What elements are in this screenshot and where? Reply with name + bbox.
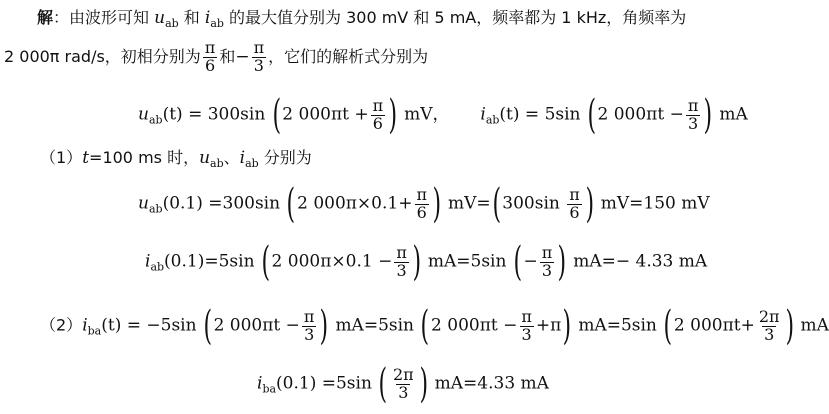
intro-text-2: 的最大值分别为 300 mV 和 5 mA，频率都为 1 kHz，角频率为 [223,8,687,27]
equation-i-ba: $(2)i_{ba}(t) = -5\sin$ (2 000πt − $\frac{\pi}{3}$ ) mA=5sin (2 000πt − $\frac{\pi}{3}$ +π) mA=5sin (2 000πt+ $\frac{2\pi}{3}$ ) mA [40,303,829,349]
equation-u-at-0.1: $u_{ab}(0.1) =300\sin$ (2 000π×0.1+ $\frac{\pi}{6}$ ) mV=(300sin $\frac{\pi}{6}$ ) mV=150 mV [138,181,710,227]
equation-i-ba-at-0.1: $i_{ba}(0.1) =5\sin$ ( $\frac{2\pi}{3}$ ) mA=4.33 mA [257,361,549,407]
intro-line-2: 2 000π rad/s，初相分别为 $\frac{\pi}{6}$ 和− $\frac{\pi}{3}$ ，它们的解析式分别为 [4,38,429,75]
equation-analytic: $u_{ab}(t) = 300\sin$ (2 000πt + $\frac{\pi}{6}$ ) mV， $i_{ab}(t) = 5\sin$ (2 000πt − $\frac{\pi}{3}$ ) mA [138,92,748,138]
fraction-pi-3: $\frac{\pi}{3}$ [253,38,265,75]
intro-line-1: 解：由波形可知 $u_{ab}$ 和 $i_{ab}$ 的最大值分别为 300 mV 和 5 mA，频率都为 1 kHz，角频率为 [37,8,687,30]
fraction-pi-6: $\frac{\pi}{6}$ [204,38,216,75]
solution-label: 解 [37,8,54,27]
part-1-heading: （1）t=100 ms 时，$u_{ab}$、$i_{ab}$ 分别为 [40,148,312,170]
equation-i-at-0.1: $i_{ab}(0.1)=5\sin$ (2 000π×0.1 − $\frac{\pi}{3}$ ) mA=5sin (− $\frac{\pi}{3}$ ) mA=− 4.33 mA [145,239,708,285]
